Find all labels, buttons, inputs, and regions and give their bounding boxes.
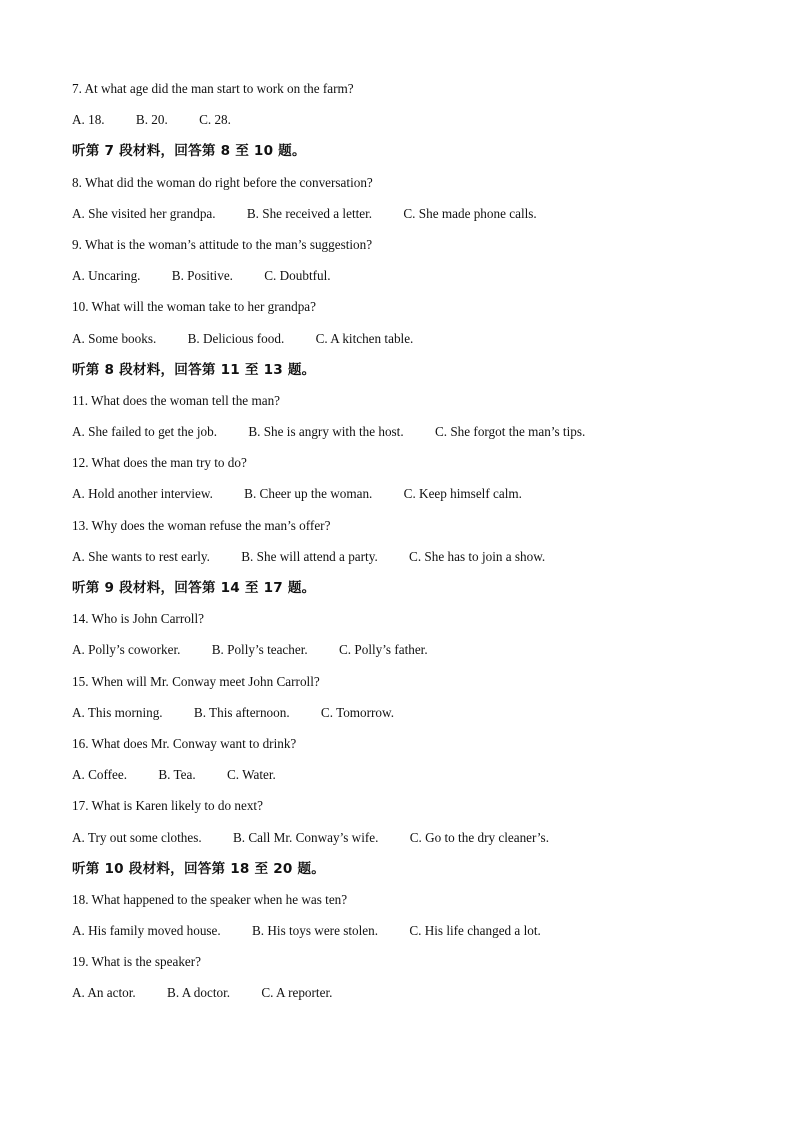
option-a: A. Hold another interview. [72,486,213,502]
option-c: C. Polly’s father. [339,642,428,658]
option-a: A. This morning. [72,704,163,720]
option-c: C. She made phone calls. [403,205,537,221]
option-a: A. She visited her grandpa. [72,205,216,221]
option-b: B. This afternoon. [193,704,290,720]
section-heading-7: 听第 7 段材料，回答第 8 至 10 题。 [72,143,306,160]
options-7 [72,109,752,140]
option-b: B. 20. [135,112,168,128]
options-15 [72,702,752,733]
question-14: 14. Who is John Carroll? [72,611,204,627]
question-18: 18. What happened to the speaker when he was ten? [72,891,348,907]
question-8: 8. What did the woman do right before the conversation? [72,174,373,190]
options-11 [72,421,752,452]
question-7: 7. At what age did the man start to work on the farm? [72,81,354,96]
option-b: B. She will attend a party. [241,548,378,564]
option-a: A. Uncaring. [72,268,141,284]
option-b: B. Tea. [158,767,196,783]
option-a: A. Some books. [72,330,157,346]
options-12 [72,483,752,514]
question-19: 19. What is the speaker? [72,954,202,970]
options-18 [72,920,752,951]
option-b: B. She is angry with the host. [248,424,404,440]
option-b: B. Polly’s teacher. [211,642,308,658]
option-a: A. His family moved house. [72,923,221,939]
option-b: B. Cheer up the woman. [244,486,373,502]
exam-page [72,78,752,1014]
options-16 [72,764,752,795]
options-13 [72,546,752,577]
option-a: A. An actor. [72,985,136,1001]
question-15: 15. When will Mr. Conway meet John Carroll? [72,673,320,689]
option-b: B. Positive. [171,268,233,284]
section-heading-9: 听第 9 段材料，回答第 14 至 17 题。 [72,580,316,596]
options-19 [72,982,752,1013]
section-heading-8: 听第 8 段材料，回答第 11 至 13 题。 [72,361,316,378]
question-10: 10. What will the woman take to her grandpa? [72,299,317,315]
section-heading-10: 听第 10 段材料，回答第 18 至 20 题。 [72,860,326,877]
question-12: 12. What does the man try to do? [72,455,247,471]
option-c: C. She has to join a show. [409,548,546,564]
options-8 [72,203,752,234]
option-b: B. Delicious food. [187,330,285,346]
question-17: 17. What is Karen likely to do next? [72,798,263,814]
question-13: 13. Why does the woman refuse the man’s offer? [72,517,331,533]
option-c: C. 28. [199,112,231,128]
option-a: A. Polly’s coworker. [72,642,181,658]
option-a: A. Coffee. [72,767,128,783]
option-b: B. His toys were stolen. [252,923,379,939]
option-c: C. Keep himself calm. [403,486,522,502]
options-14 [72,639,752,670]
options-10 [72,328,752,359]
option-b: B. Call Mr. Conway’s wife. [232,829,379,845]
option-c: C. She forgot the man’s tips. [434,424,586,440]
option-c: C. Go to the dry cleaner’s. [409,829,549,845]
options-17 [72,827,752,858]
option-a: A. Try out some clothes. [72,829,202,845]
option-a: A. She wants to rest early. [72,548,210,564]
option-c: C. Tomorrow. [320,704,394,720]
option-c: C. Doubtful. [264,268,331,284]
question-9: 9. What is the woman’s attitude to the man’s suggestion? [72,236,373,252]
option-a: A. 18. [72,112,105,128]
option-c: C. Water. [226,767,276,783]
option-c: C. His life changed a lot. [409,923,541,939]
option-a: A. She failed to get the job. [72,424,218,440]
question-16: 16. What does Mr. Conway want to drink? [72,735,297,751]
options-9 [72,265,752,296]
option-b: B. She received a letter. [246,205,373,221]
option-c: C. A reporter. [261,985,333,1001]
option-b: B. A doctor. [167,985,231,1001]
option-c: C. A kitchen table. [315,330,414,346]
question-11: 11. What does the woman tell the man? [72,392,281,408]
